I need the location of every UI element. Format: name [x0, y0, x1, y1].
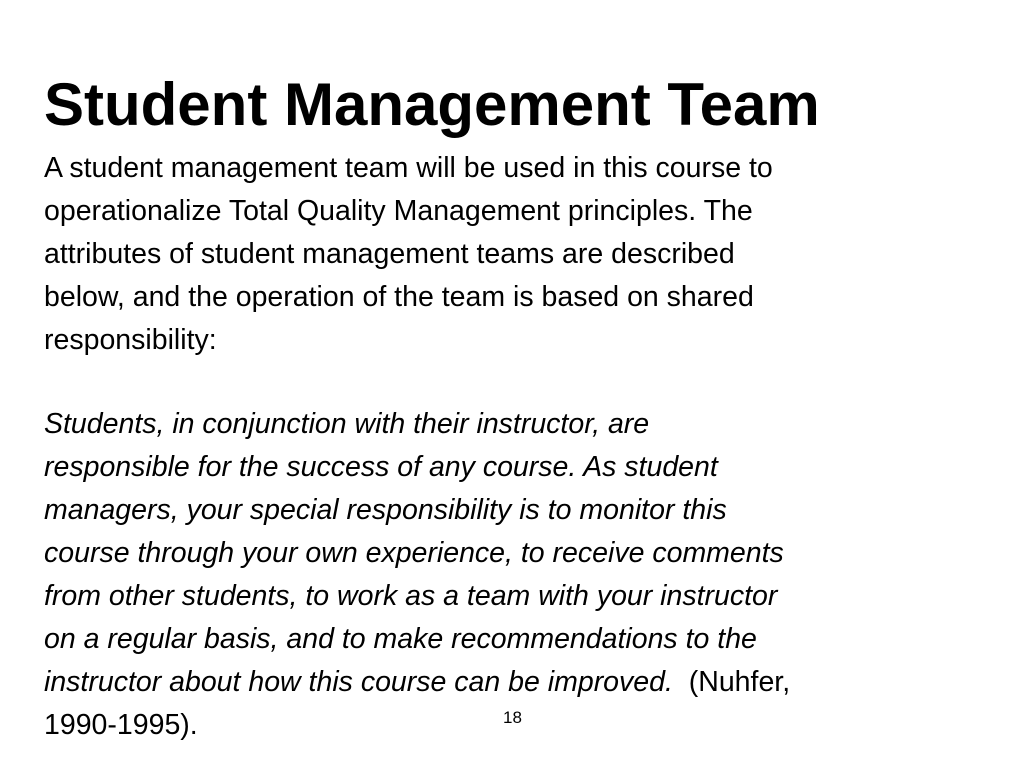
citation-years: 1990-1995). — [44, 709, 198, 741]
citation: (Nuhfer, — [672, 666, 791, 698]
intro-line: below, and the operation of the team is based on shared — [44, 281, 754, 313]
quote-line: Students, in conjunction with their instructor, are — [44, 408, 650, 440]
quote-line: from other students, to work as a team with your instructor — [44, 580, 778, 612]
quote-line: managers, your special responsibility is to monitor this — [44, 494, 727, 526]
quote-line-final — [44, 664, 790, 700]
intro-line: A student management team will be used in this course to — [44, 152, 773, 184]
page-number: 18 — [503, 708, 522, 727]
intro-line: attributes of student management teams are described — [44, 238, 735, 270]
quote-final-italic: instructor about how this course can be improved. — [44, 666, 673, 698]
quote-line: course through your own experience, to receive comments — [44, 537, 784, 569]
intro-line: operationalize Total Quality Management principles. The — [44, 195, 753, 227]
intro-line: responsibility: — [44, 324, 217, 356]
quote-line: on a regular basis, and to make recommendations to the — [44, 623, 757, 655]
quote-line: responsible for the success of any course. As student — [44, 451, 718, 483]
slide-title: Student Management Team — [44, 71, 820, 138]
